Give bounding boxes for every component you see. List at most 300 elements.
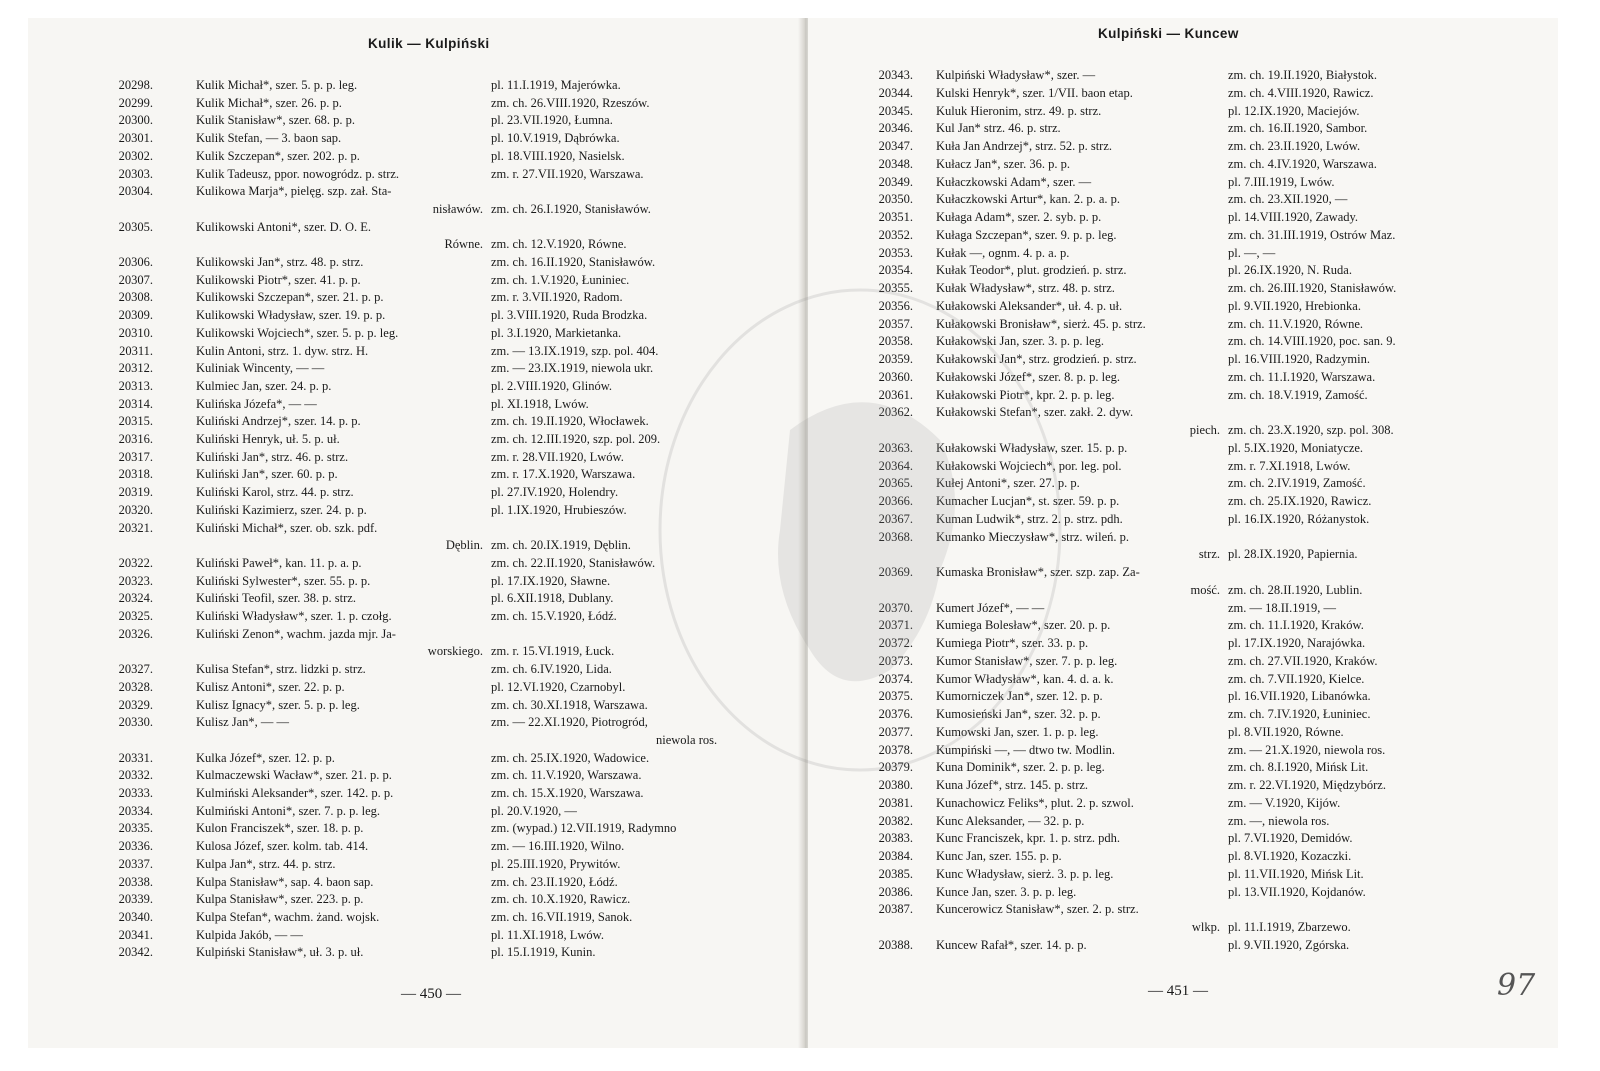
entry-name: Kułaga Szczepan*, szer. 9. p. p. leg. (936, 227, 1117, 242)
entry-name: Kulpida Jakób, — — (196, 927, 303, 942)
entry-number: 20321. (118, 520, 153, 535)
entry-name: Kuman Ludwik*, strz. 2. p. strz. pdh. (936, 511, 1123, 526)
entry-number: 20318. (118, 467, 153, 482)
entry-name: Kuna Józef*, strz. 145. p. strz. (936, 778, 1089, 792)
entry-name: Kumorniczek Jan*, szer. 12. p. p. (936, 689, 1103, 704)
entry-row (78, 414, 788, 429)
entry-row (78, 255, 788, 270)
page-header: Kulpiński — Kuncew (1098, 26, 1239, 41)
entry-name: Kulmiński Aleksander*, szer. 142. p. p. (196, 786, 394, 800)
entry-name: Kunc Jan, szer. 155. p. p. (936, 849, 1062, 863)
entry-fate: pl. 17.IX.1920, Narajówka. (1228, 636, 1366, 650)
entry-fate: zm. — 13.IX.1919, szp. pol. 404. (491, 343, 659, 358)
entry-fate: pl. 1.IX.1920, Hrubieszów. (491, 502, 627, 517)
entry-number: 20350. (878, 192, 913, 207)
entry-fate: pl. 18.VIII.1920, Nasielsk. (491, 148, 625, 163)
entry-fate: pl. 7.III.1919, Lwów. (1228, 174, 1335, 189)
entry-fate: zm. r. 3.VII.1920, Radom. (491, 290, 623, 305)
entry-row (78, 786, 788, 801)
entry-name: Kuliński Jan*, szer. 60. p. p. (196, 467, 338, 482)
entry-row (838, 104, 1538, 119)
entry-fate: zm. ch. 19.II.1920, Białystok. (1228, 68, 1377, 82)
entry-fate: pl. 3.VIII.1920, Ruda Brodzka. (491, 308, 648, 323)
entry-fate: zm. ch. 16.II.1920, Sambor. (1228, 121, 1368, 136)
entry-number: 20322. (118, 555, 153, 570)
entry-number: 20372. (878, 636, 913, 650)
entry-number: 20363. (878, 440, 913, 455)
entry-row (838, 68, 1538, 83)
entry-row (78, 397, 788, 412)
entry-name: Kulikowski Antoni*, szer. D. O. E. (196, 219, 371, 234)
entry-number: 20312. (118, 361, 153, 376)
entry-continuation: Dęblin. (445, 538, 483, 553)
entry-number: 20319. (118, 485, 153, 500)
entry-number: 20323. (118, 573, 153, 588)
entry-fate: pl. 25.III.1920, Prywitów. (491, 856, 621, 871)
entry-row (838, 601, 1538, 616)
entry-number: 20327. (118, 662, 153, 677)
entry-name: Kulisz Antoni*, szer. 22. p. p. (196, 679, 345, 694)
entry-row (78, 167, 788, 182)
entry-number: 20360. (878, 369, 913, 384)
entry-fate: zm. ch. 6.IV.1920, Lida. (491, 662, 612, 677)
entry-number: 20305. (118, 219, 153, 234)
entry-number: 20369. (878, 565, 913, 579)
entry-number: 20334. (118, 803, 153, 818)
entry-name: Kułak Władysław*, strz. 48. p. strz. (936, 281, 1115, 295)
entry-row (78, 379, 788, 394)
entry-row (838, 725, 1538, 740)
entry-row (78, 910, 788, 925)
entry-fate: pl. 5.IX.1920, Moniatycze. (1228, 440, 1364, 455)
entry-row (838, 370, 1538, 385)
entry-number: 20309. (118, 308, 153, 323)
entry-name: Kumowski Jan, szer. 1. p. p. leg. (936, 724, 1099, 739)
entry-row (78, 290, 788, 305)
page-number: — 450 — (401, 986, 461, 1002)
entry-row (838, 902, 1538, 917)
entry-name: Kunce Jan, szer. 3. p. p. leg. (936, 884, 1077, 899)
entry-number: 20330. (118, 715, 153, 730)
entry-name: Kulpiński Stanisław*, uł. 3. p. uł. (196, 945, 364, 960)
entry-number: 20353. (878, 245, 913, 260)
entry-continuation-row (78, 644, 788, 659)
entry-row (838, 228, 1538, 243)
entry-fate: pl. 7.VI.1920, Demidów. (1228, 831, 1353, 846)
entry-number: 20300. (118, 113, 153, 128)
entry-row (78, 928, 788, 943)
entry-name: Kuliński Teofil, szer. 38. p. strz. (196, 591, 356, 606)
entry-name: Kulikowski Władysław, szer. 19. p. p. (196, 308, 386, 323)
handwritten-page-note: 97 (1497, 968, 1536, 1003)
entry-number: 20382. (878, 813, 913, 828)
entry-name: Kumor Władysław*, kan. 4. d. a. k. (936, 671, 1114, 686)
entry-name: Kuliński Kazimierz, szer. 24. p. p. (196, 502, 367, 517)
entry-name: Kumert Józef*, — — (936, 600, 1045, 615)
entry-row (838, 175, 1538, 190)
entry-fate: pl. 27.IV.1920, Holendry. (491, 485, 619, 500)
entry-number: 20315. (118, 414, 153, 429)
entry-number: 20345. (878, 103, 913, 118)
entry-number: 20337. (118, 856, 153, 871)
entry-name: Kulikowa Marja*, pielęg. szp. zał. Sta- (196, 184, 392, 199)
entry-fate: pl. 8.VII.1920, Równe. (1228, 724, 1344, 739)
entry-number: 20314. (118, 396, 153, 411)
entry-number: 20381. (878, 795, 913, 810)
entry-fate: pl. 11.XI.1918, Lwów. (491, 927, 604, 942)
entry-name: Kulpa Stanisław*, szer. 223. p. p. (196, 892, 364, 907)
entry-name: Kułakowski Jan, szer. 3. p. p. leg. (936, 334, 1105, 349)
entry-row (838, 885, 1538, 900)
entry-name: Kuliński Henryk, uł. 5. p. uł. (196, 432, 340, 446)
entry-fate: pl. 11.I.1919, Zbarzewo. (1228, 920, 1351, 934)
entry-name: Kułaga Adam*, szer. 2. syb. p. p. (936, 210, 1102, 224)
entry-name: Kulisz Jan*, — — (196, 715, 290, 730)
entry-row (838, 494, 1538, 509)
entry-continuation: piech. (1189, 423, 1220, 437)
entry-fate: pl. 12.VI.1920, Czarnobyl. (491, 679, 626, 694)
entry-fate: pl. 13.VII.1920, Kojdanów. (1228, 884, 1366, 899)
entry-fate: zm. ch. 26.III.1920, Stanisławów. (1228, 281, 1397, 295)
entry-continuation-row (838, 423, 1538, 438)
entry-name: Kuna Dominik*, szer. 2. p. p. leg. (936, 760, 1105, 775)
entry-fate: zm. ch. 23.XII.1920, — (1228, 192, 1348, 207)
entry-number: 20387. (878, 902, 913, 917)
entry-fate: niewola ros. (656, 732, 718, 747)
entry-name: Kulin Antoni, strz. 1. dyw. strz. H. (196, 343, 369, 358)
entry-continuation-row (838, 920, 1538, 935)
entry-fate: zm. — 21.X.1920, niewola ros. (1228, 742, 1386, 757)
entry-row (78, 184, 788, 199)
entry-row (78, 450, 788, 465)
entry-name: Kulikowski Wojciech*, szer. 5. p. p. leg. (196, 325, 399, 340)
entry-name: Kumpiński —, — dtwo tw. Modlin. (936, 742, 1116, 757)
entry-number: 20361. (878, 387, 913, 402)
entry-row (838, 246, 1538, 261)
entry-name: Kunc Władysław, sierż. 3. p. p. leg. (936, 866, 1114, 881)
entry-number: 20377. (878, 724, 913, 739)
entry-name: Kulmiński Antoni*, szer. 7. p. p. leg. (196, 803, 381, 818)
entry-name: Kułakowski Stefan*, szer. zakł. 2. dyw. (936, 405, 1134, 420)
entry-row (78, 361, 788, 376)
entry-name: Kuncerowicz Stanisław*, szer. 2. p. strz. (936, 902, 1139, 917)
entry-name: Kułak —, ognm. 4. p. a. p. (936, 245, 1070, 260)
entry-name: Kułakowski Jan*, strz. grodzień. p. strz. (936, 352, 1137, 366)
entry-number: 20364. (878, 458, 913, 473)
entry-fate: zm. ch. 12.V.1920, Równe. (491, 237, 627, 252)
entry-row (838, 281, 1538, 296)
entry-row (838, 157, 1538, 172)
entry-fate: zm. ch. 8.I.1920, Mińsk Lit. (1228, 760, 1369, 775)
entry-name: Kuliński Zenon*, wachm. jazda mjr. Ja- (196, 626, 396, 641)
entry-row (838, 192, 1538, 207)
entry-row (78, 326, 788, 341)
entry-row (78, 503, 788, 518)
entry-number: 20306. (118, 255, 153, 269)
entry-row (838, 778, 1538, 793)
entry-row (78, 574, 788, 589)
entry-number: 20383. (878, 831, 913, 846)
entry-number: 20380. (878, 778, 913, 792)
entry-fate: zm. ch. 28.II.1920, Lublin. (1228, 582, 1363, 597)
entry-row (78, 875, 788, 890)
entry-name: Kulka Józef*, szer. 12. p. p. (196, 750, 335, 765)
entry-number: 20307. (118, 272, 153, 287)
entry-number: 20326. (118, 626, 153, 641)
entry-number: 20373. (878, 653, 913, 668)
entry-row (78, 768, 788, 783)
entry-row (78, 715, 788, 730)
entry-row (838, 121, 1538, 136)
entry-fate: pl. 15.I.1919, Kunin. (491, 945, 596, 960)
entry-row (78, 78, 788, 93)
entry-number: 20365. (878, 476, 913, 491)
entry-fate: pl. 16.VII.1920, Libanówka. (1228, 689, 1371, 704)
entry-number: 20332. (118, 768, 153, 783)
entry-name: Kułakowski Wojciech*, por. leg. pol. (936, 458, 1122, 473)
entry-fate: zm. ch. 23.II.1920, Łódź. (491, 874, 618, 889)
entry-fate: pl. 16.IX.1920, Różanystok. (1228, 511, 1370, 526)
left-page (28, 18, 803, 1048)
entry-fate: zm. ch. 7.VII.1920, Kielce. (1228, 671, 1365, 686)
entry-fate: zm. ch. 12.III.1920, szp. pol. 209. (491, 432, 661, 446)
entry-number: 20384. (878, 849, 913, 863)
entry-name: Kumosieński Jan*, szer. 32. p. p. (936, 707, 1101, 721)
entry-name: Kulosa Józef, szer. kolm. tab. 414. (196, 839, 369, 854)
entry-fate: zm. ch. 1.V.1920, Łuniniec. (491, 272, 630, 287)
entry-name: Kumiega Piotr*, szer. 33. p. p. (936, 636, 1089, 650)
right-page (808, 18, 1558, 1048)
entry-number: 20310. (118, 325, 153, 340)
entry-continuation: nisławów. (432, 201, 483, 216)
entry-fate: pl. 10.V.1919, Dąbrówka. (491, 131, 620, 146)
entry-number: 20359. (878, 352, 913, 366)
entry-fate: zm. — 23.IX.1919, niewola ukr. (491, 361, 654, 376)
entry-number: 20346. (878, 121, 913, 136)
entry-name: Kumacher Lucjan*, st. szer. 59. p. p. (936, 494, 1120, 508)
entry-name: Kułak Teodor*, plut. grodzień. p. strz. (936, 263, 1127, 278)
entry-row (78, 485, 788, 500)
entry-fate: zm. ch. 10.X.1920, Rawicz. (491, 892, 631, 907)
entry-row (838, 210, 1538, 225)
entry-name: Kulpa Jan*, strz. 44. p. strz. (196, 856, 336, 871)
entry-row (78, 113, 788, 128)
entry-fate: zm. ch. 15.X.1920, Warszawa. (491, 786, 644, 800)
entry-number: 20374. (878, 671, 913, 686)
entry-row (838, 512, 1538, 527)
entry-number: 20339. (118, 892, 153, 907)
entry-name: Kunc Aleksander, — 32. p. p. (936, 813, 1085, 828)
entry-number: 20328. (118, 679, 153, 694)
entry-number: 20348. (878, 156, 913, 171)
entry-row (78, 821, 788, 836)
entry-number: 20324. (118, 591, 153, 606)
entry-name: Kulińska Józefa*, — — (196, 396, 317, 411)
entry-name: Kuncew Rafał*, szer. 14. p. p. (936, 937, 1087, 952)
entry-row (78, 627, 788, 642)
entry-fate: zm. ch. 16.VII.1919, Sanok. (491, 909, 633, 924)
entry-continuation: worskiego. (427, 644, 483, 659)
entry-row (838, 352, 1538, 367)
entry-number: 20370. (878, 600, 913, 615)
entry-name: Kułaczkowski Artur*, kan. 2. p. a. p. (936, 192, 1120, 207)
entry-fate: zm. (wypad.) 12.VII.1919, Radymno (491, 821, 677, 836)
entry-number: 20356. (878, 298, 913, 313)
entry-row (78, 521, 788, 536)
entry-fate: zm. ch. 23.II.1920, Lwów. (1228, 139, 1361, 153)
entry-name: Kunachowicz Feliks*, plut. 2. p. szwol. (936, 795, 1134, 810)
entry-continuation-row (78, 202, 788, 217)
entry-name: Kulisa Stefan*, strz. lidzki p. strz. (196, 662, 366, 677)
entry-name: Kuliński Jan*, strz. 46. p. strz. (196, 449, 349, 464)
entry-row (78, 556, 788, 571)
entry-fate: pl. 26.IX.1920, N. Ruda. (1228, 263, 1352, 278)
entry-row (78, 892, 788, 907)
entry-number: 20335. (118, 821, 153, 836)
entry-row (838, 707, 1538, 722)
entry-row (838, 139, 1538, 154)
entry-fate: pl. 23.VII.1920, Łumna. (491, 113, 613, 128)
entry-row (838, 459, 1538, 474)
entry-row (838, 849, 1538, 864)
entry-number: 20304. (118, 184, 153, 199)
entry-row (78, 96, 788, 111)
entry-name: Kulski Henryk*, szer. 1/VII. baon etap. (936, 85, 1133, 100)
entry-number: 20386. (878, 884, 913, 899)
entry-fate: zm. ch. 25.IX.1920, Rawicz. (1228, 494, 1372, 508)
entry-fate: zm. —, niewola ros. (1228, 813, 1330, 828)
entry-number: 20379. (878, 760, 913, 775)
entry-name: Kunc Franciszek, kpr. 1. p. strz. pdh. (936, 831, 1120, 846)
entry-row (78, 839, 788, 854)
entry-row (78, 591, 788, 606)
entry-fate: zm. ch. 20.IX.1919, Dęblin. (491, 538, 631, 553)
entry-name: Kuliński Andrzej*, szer. 14. p. p. (196, 414, 361, 429)
entry-name: Kułakowski Aleksander*, uł. 4. p. uł. (936, 298, 1123, 313)
entry-name: Kumor Stanisław*, szer. 7. p. p. leg. (936, 653, 1118, 668)
entry-number: 20311. (119, 343, 153, 358)
entry-number: 20313. (118, 378, 153, 393)
entry-row (838, 388, 1538, 403)
entry-continuation-row (78, 733, 788, 748)
entry-row (78, 220, 788, 235)
entry-row (838, 441, 1538, 456)
entry-name: Kulik Szczepan*, szer. 202. p. p. (196, 148, 360, 163)
entry-number: 20367. (878, 511, 913, 526)
entry-number: 20362. (878, 405, 913, 420)
entry-number: 20329. (118, 697, 153, 712)
entry-fate: zm. — 16.III.1920, Wilno. (491, 839, 625, 854)
entry-name: Kułakowski Józef*, szer. 8. p. p. leg. (936, 369, 1120, 384)
entry-fate: pl. —, — (1228, 245, 1276, 260)
entry-fate: zm. ch. 4.VIII.1920, Rawicz. (1228, 85, 1374, 100)
entry-number: 20358. (878, 334, 913, 349)
entry-number: 20336. (118, 839, 153, 854)
entry-fate: pl. 9.VII.1920, Hrebionka. (1228, 298, 1361, 313)
entry-row (78, 945, 788, 960)
entry-number: 20298. (118, 78, 153, 92)
entry-fate: zm. ch. 25.IX.1920, Wadowice. (491, 750, 650, 765)
entry-number: 20347. (878, 139, 913, 153)
entry-name: Kułaczkowski Adam*, szer. — (936, 174, 1092, 189)
entry-fate: zm. ch. 11.I.1920, Kraków. (1228, 618, 1364, 633)
entry-fate: pl. 2.VIII.1920, Glinów. (491, 378, 613, 393)
entry-number: 20344. (878, 85, 913, 100)
entry-row (78, 680, 788, 695)
entry-number: 20340. (118, 909, 153, 924)
entry-row (838, 654, 1538, 669)
entry-fate: pl. XI.1918, Lwów. (491, 396, 589, 411)
entry-fate: pl. 16.VIII.1920, Radzymin. (1228, 352, 1370, 366)
entry-row (78, 432, 788, 447)
entry-number: 20388. (878, 937, 913, 952)
entry-number: 20355. (878, 281, 913, 295)
entry-fate: pl. 17.IX.1920, Sławne. (491, 573, 611, 588)
entry-row (78, 273, 788, 288)
entry-name: Kułej Antoni*, szer. 27. p. p. (936, 476, 1080, 491)
entry-row (838, 565, 1538, 580)
entry-fate: pl. 11.I.1919, Majerówka. (491, 78, 621, 92)
entry-row (838, 689, 1538, 704)
entry-fate: zm. ch. 4.IV.1920, Warszawa. (1228, 156, 1377, 171)
entry-row (838, 636, 1538, 651)
entry-row (78, 609, 788, 624)
entry-fate: zm. — V.1920, Kijów. (1228, 795, 1341, 810)
entry-row (838, 263, 1538, 278)
entry-fate: zm. r. 28.VII.1920, Lwów. (491, 449, 624, 464)
entry-continuation-row (838, 583, 1538, 598)
entry-fate: zm. ch. 27.VII.1920, Kraków. (1228, 653, 1378, 668)
entry-fate: pl. 20.V.1920, — (491, 803, 577, 818)
entry-fate: zm. ch. 7.IV.1920, Łuniniec. (1228, 707, 1371, 721)
entry-fate: pl. 11.VII.1920, Mińsk Lit. (1228, 866, 1364, 881)
entry-row (838, 334, 1538, 349)
entry-name: Kuliński Karol, strz. 44. p. strz. (196, 485, 354, 500)
entry-row (838, 618, 1538, 633)
entry-name: Kulisz Ignacy*, szer. 5. p. p. leg. (196, 697, 360, 712)
entry-number: 20376. (878, 707, 913, 721)
entry-number: 20299. (118, 95, 153, 110)
entry-name: Kulmiec Jan, szer. 24. p. p. (196, 378, 332, 393)
entry-name: Kumaska Bronisław*, szer. szp. zap. Za- (936, 565, 1140, 579)
entry-row (78, 131, 788, 146)
entry-row (838, 938, 1538, 953)
entry-name: Kułakowski Bronisław*, sierż. 45. p. strz. (936, 316, 1146, 331)
entry-fate: zm. ch. 19.II.1920, Włocławek. (491, 414, 649, 429)
entry-fate: zm. ch. 30.XI.1918, Warszawa. (491, 697, 648, 712)
entry-number: 20378. (878, 742, 913, 757)
entry-row (78, 804, 788, 819)
entry-row (838, 299, 1538, 314)
entry-fate: zm. ch. 22.II.1920, Stanisławów. (491, 555, 656, 570)
entry-number: 20349. (878, 174, 913, 189)
entry-name: Kuła Jan Andrzej*, strz. 52. p. strz. (936, 139, 1113, 153)
entry-number: 20333. (118, 786, 153, 800)
entry-row (78, 467, 788, 482)
entry-fate: zm. ch. 31.III.1919, Ostrów Maz. (1228, 227, 1396, 242)
entry-fate: zm. ch. 11.V.1920, Warszawa. (491, 768, 642, 783)
entry-row (78, 344, 788, 359)
entry-name: Kulikowski Szczepan*, szer. 21. p. p. (196, 290, 384, 305)
entry-number: 20303. (118, 166, 153, 181)
entry-fate: zm. ch. 15.V.1920, Łódź. (491, 609, 617, 623)
entry-fate: zm. ch. 18.V.1919, Zamość. (1228, 387, 1368, 402)
entry-number: 20301. (118, 131, 153, 146)
entry-name: Kumanko Mieczysław*, strz. wileń. p. (936, 529, 1130, 544)
entry-number: 20320. (118, 502, 153, 517)
entry-fate: zm. ch. 16.II.1920, Stanisławów. (491, 255, 656, 269)
entry-row (78, 751, 788, 766)
